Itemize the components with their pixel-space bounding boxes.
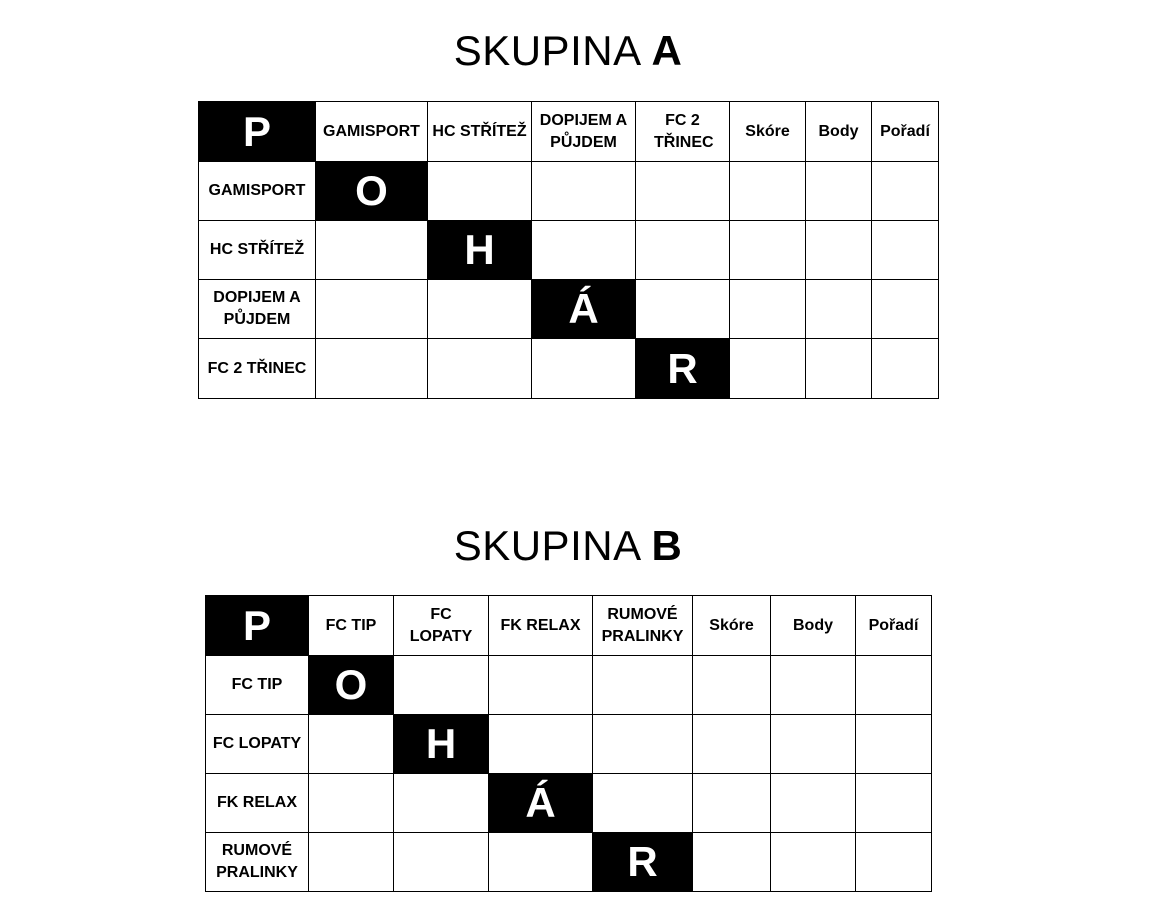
diagonal-cell: R bbox=[593, 833, 693, 892]
group-a-table bbox=[198, 101, 939, 399]
result-cell[interactable] bbox=[489, 715, 593, 774]
row-team-cell: GAMISPORT bbox=[199, 162, 316, 221]
diagonal-cell: O bbox=[316, 162, 428, 221]
row-team-cell: FK RELAX bbox=[206, 774, 309, 833]
header-row bbox=[206, 596, 932, 656]
result-cell[interactable] bbox=[394, 833, 489, 892]
header-team-cell: DOPIJEM A PŮJDEM bbox=[532, 102, 636, 162]
points-cell[interactable] bbox=[806, 162, 872, 221]
diagonal-cell: Á bbox=[489, 774, 593, 833]
header-score-cell: Skóre bbox=[730, 102, 806, 162]
header-score-cell: Skóre bbox=[693, 596, 771, 656]
points-cell[interactable] bbox=[771, 656, 856, 715]
score-cell[interactable] bbox=[730, 221, 806, 280]
header-team-cell: FK RELAX bbox=[489, 596, 593, 656]
result-cell[interactable] bbox=[636, 221, 730, 280]
table-row bbox=[206, 774, 932, 833]
rank-cell[interactable] bbox=[872, 162, 939, 221]
table-row bbox=[199, 162, 939, 221]
result-cell[interactable] bbox=[428, 280, 532, 339]
result-cell[interactable] bbox=[593, 774, 693, 833]
table-row bbox=[199, 339, 939, 399]
header-team-cell: FC LOPATY bbox=[394, 596, 489, 656]
corner-cell: P bbox=[206, 596, 309, 656]
result-cell[interactable] bbox=[532, 339, 636, 399]
diagonal-cell: H bbox=[394, 715, 489, 774]
result-cell[interactable] bbox=[394, 656, 489, 715]
result-cell[interactable] bbox=[316, 221, 428, 280]
rank-cell[interactable] bbox=[856, 833, 932, 892]
score-cell[interactable] bbox=[730, 162, 806, 221]
result-cell[interactable] bbox=[309, 774, 394, 833]
result-cell[interactable] bbox=[636, 280, 730, 339]
header-rank-cell: Pořadí bbox=[872, 102, 939, 162]
score-cell[interactable] bbox=[693, 833, 771, 892]
points-cell[interactable] bbox=[806, 339, 872, 399]
row-team-cell: DOPIJEM A PŮJDEM bbox=[199, 280, 316, 339]
group-a-title bbox=[0, 26, 1136, 76]
result-cell[interactable] bbox=[309, 715, 394, 774]
score-cell[interactable] bbox=[693, 774, 771, 833]
result-cell[interactable] bbox=[316, 339, 428, 399]
group-b-title-letter: B bbox=[651, 522, 683, 569]
score-cell[interactable] bbox=[693, 715, 771, 774]
table-row bbox=[206, 715, 932, 774]
result-cell[interactable] bbox=[428, 339, 532, 399]
group-b-title-prefix: SKUPINA bbox=[453, 522, 640, 569]
result-cell[interactable] bbox=[636, 162, 730, 221]
header-team-cell: HC STŘÍTEŽ bbox=[428, 102, 532, 162]
score-cell[interactable] bbox=[730, 280, 806, 339]
result-cell[interactable] bbox=[489, 656, 593, 715]
result-cell[interactable] bbox=[309, 833, 394, 892]
header-team-cell: FC 2 TŘINEC bbox=[636, 102, 730, 162]
points-cell[interactable] bbox=[806, 280, 872, 339]
corner-cell: P bbox=[199, 102, 316, 162]
table-row bbox=[206, 833, 932, 892]
result-cell[interactable] bbox=[489, 833, 593, 892]
result-cell[interactable] bbox=[532, 162, 636, 221]
row-team-cell: FC LOPATY bbox=[206, 715, 309, 774]
points-cell[interactable] bbox=[806, 221, 872, 280]
points-cell[interactable] bbox=[771, 715, 856, 774]
row-team-cell: FC TIP bbox=[206, 656, 309, 715]
header-points-cell: Body bbox=[806, 102, 872, 162]
header-team-cell: GAMISPORT bbox=[316, 102, 428, 162]
rank-cell[interactable] bbox=[856, 774, 932, 833]
rank-cell[interactable] bbox=[856, 656, 932, 715]
row-team-cell: HC STŘÍTEŽ bbox=[199, 221, 316, 280]
points-cell[interactable] bbox=[771, 833, 856, 892]
diagonal-cell: R bbox=[636, 339, 730, 399]
table-row bbox=[206, 656, 932, 715]
rank-cell[interactable] bbox=[856, 715, 932, 774]
rank-cell[interactable] bbox=[872, 280, 939, 339]
result-cell[interactable] bbox=[428, 162, 532, 221]
group-a-title-letter: A bbox=[651, 27, 683, 74]
diagonal-cell: O bbox=[309, 656, 394, 715]
row-team-cell: FC 2 TŘINEC bbox=[199, 339, 316, 399]
diagonal-cell: H bbox=[428, 221, 532, 280]
row-team-cell: RUMOVÉ PRALINKY bbox=[206, 833, 309, 892]
result-cell[interactable] bbox=[593, 715, 693, 774]
result-cell[interactable] bbox=[593, 656, 693, 715]
header-row bbox=[199, 102, 939, 162]
group-b-table bbox=[205, 595, 932, 892]
group-a-title-prefix: SKUPINA bbox=[453, 27, 640, 74]
header-team-cell: RUMOVÉ PRALINKY bbox=[593, 596, 693, 656]
score-cell[interactable] bbox=[693, 656, 771, 715]
header-team-cell: FC TIP bbox=[309, 596, 394, 656]
group-b-title bbox=[0, 521, 1136, 571]
result-cell[interactable] bbox=[532, 221, 636, 280]
header-rank-cell: Pořadí bbox=[856, 596, 932, 656]
table-row bbox=[199, 221, 939, 280]
result-cell[interactable] bbox=[394, 774, 489, 833]
score-cell[interactable] bbox=[730, 339, 806, 399]
rank-cell[interactable] bbox=[872, 339, 939, 399]
diagonal-cell: Á bbox=[532, 280, 636, 339]
rank-cell[interactable] bbox=[872, 221, 939, 280]
result-cell[interactable] bbox=[316, 280, 428, 339]
header-points-cell: Body bbox=[771, 596, 856, 656]
table-row bbox=[199, 280, 939, 339]
points-cell[interactable] bbox=[771, 774, 856, 833]
